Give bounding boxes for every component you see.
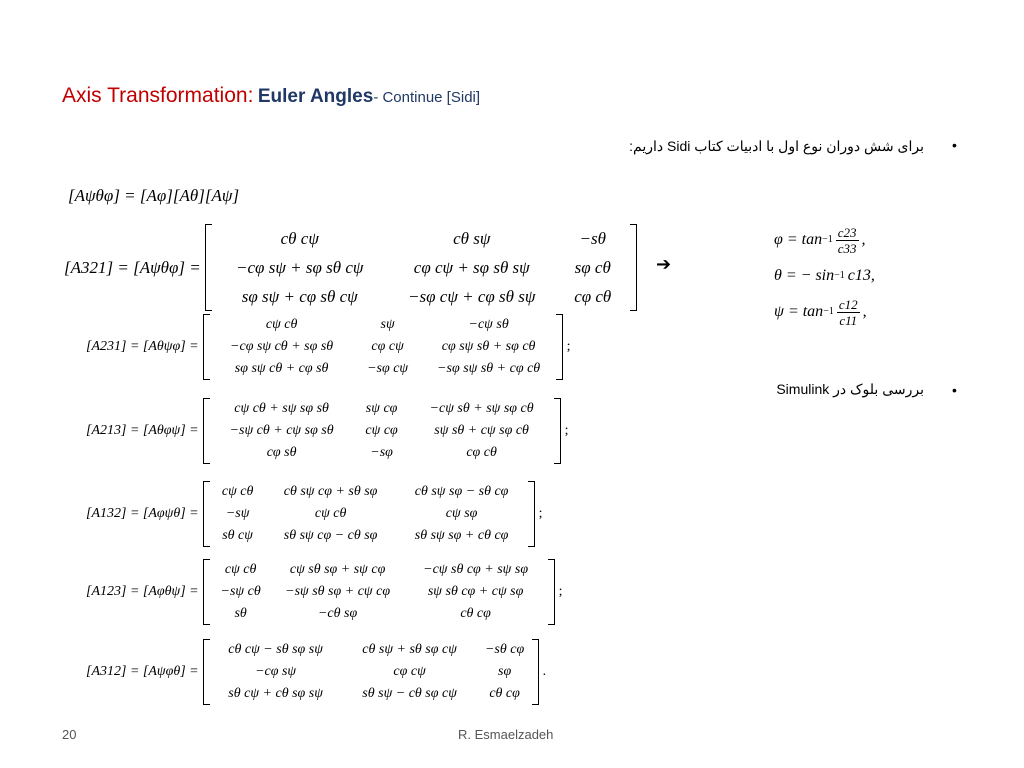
- matrix-cell: −sφ sψ sθ + cφ cθ: [437, 361, 541, 376]
- matrix-a123: [203, 559, 555, 625]
- matrix-cell: sθ cψ + cθ sφ sψ: [228, 686, 323, 701]
- matrix-cell: sψ: [380, 317, 395, 332]
- matrix-cell: cθ cψ: [280, 228, 319, 248]
- matrix-cell: −cφ sψ: [255, 664, 297, 679]
- matrix-cell: −sψ sθ sφ + cψ cφ: [285, 584, 391, 599]
- psi-tail: ,: [862, 303, 867, 320]
- bullet-dot-2: •: [952, 382, 957, 398]
- matrix-cell: cφ cψ: [393, 664, 426, 679]
- matrix-cell: −cφ sψ cθ + sφ sθ: [230, 339, 334, 354]
- matrix-cell: cψ cθ: [265, 317, 298, 332]
- matrix-cell: cφ cθ: [466, 445, 497, 460]
- matrix-cell: −sθ cφ: [484, 642, 525, 657]
- angle-formulas: [774, 222, 875, 330]
- matrix-a231: [203, 314, 563, 380]
- matrix-a213: [203, 398, 561, 464]
- equation-a123: [86, 559, 563, 625]
- matrix-cell: −sθ: [579, 228, 606, 248]
- equation-a213-lhs: [A213] = [Aθφψ] =: [86, 423, 199, 438]
- matrix-cell: cθ sψ + sθ sφ cψ: [362, 642, 457, 657]
- psi-numerator: c12: [838, 296, 858, 312]
- matrix-cell: cφ cθ: [574, 286, 612, 306]
- arrow-icon: ➔: [656, 254, 672, 275]
- matrix-a213-tail: ;: [564, 423, 569, 438]
- matrix-cell: −cψ sθ + sψ sφ cθ: [429, 401, 534, 416]
- matrix-cell: cψ sθ sφ + sψ cφ: [289, 562, 386, 577]
- psi-denominator: c11: [839, 312, 858, 328]
- matrix-cell: sφ cθ: [574, 257, 611, 277]
- equation-a231: [86, 314, 571, 380]
- matrix-cell: sφ: [498, 664, 512, 679]
- theta-formula: [774, 258, 875, 294]
- matrix-cell: sθ cψ: [222, 528, 253, 543]
- psi-inverse: −1: [823, 306, 834, 317]
- matrix-cell: sφ sψ + cφ sθ cψ: [241, 286, 358, 306]
- title-continue: - Continue [Sidi]: [373, 89, 481, 106]
- matrix-cell: cψ cθ: [314, 506, 347, 521]
- theta-tail: ,: [870, 267, 875, 284]
- matrix-cell: −cθ sφ: [317, 606, 358, 621]
- equation-a312-lhs: [A312] = [Aψφθ] =: [86, 664, 199, 679]
- phi-lhs: φ = tan: [774, 231, 823, 248]
- equation-a213: [86, 398, 569, 464]
- matrix-cell: sφ sψ cθ + cφ sθ: [234, 361, 329, 376]
- psi-formula: [774, 294, 875, 330]
- title-euler-angles: Euler Angles: [257, 86, 374, 107]
- psi-fraction: [837, 298, 860, 327]
- equation-a321: [64, 224, 641, 311]
- title-main: Axis Transformation:: [62, 84, 254, 107]
- equation-a321-lhs: [A321] = [Aψθφ] =: [64, 257, 201, 277]
- matrix-cell: −cφ sψ + sφ sθ cψ: [236, 257, 364, 277]
- matrix-cell: cφ cψ + sφ sθ sψ: [413, 257, 530, 277]
- psi-lhs: ψ = tan: [774, 303, 824, 320]
- bullet-text-2: بررسی بلوک در Simulink: [776, 381, 924, 397]
- equation-a123-lhs: [A123] = [Aφθψ] =: [86, 584, 199, 599]
- matrix-a312-tail: .: [542, 664, 547, 679]
- matrix-cell: cθ sψ: [453, 228, 491, 248]
- bullet-text-1: برای شش دوران نوع اول با ادبیات کتاب Sidi داریم:: [629, 138, 924, 154]
- matrix-cell: −sψ cθ: [220, 584, 261, 599]
- equation-a312: [86, 639, 546, 705]
- equation-a132-lhs: [A132] = [Aφψθ] =: [86, 506, 199, 521]
- phi-tail: ,: [861, 231, 866, 248]
- matrix-cell: sθ: [234, 606, 247, 621]
- theta-lhs: θ = − sin: [774, 267, 835, 284]
- matrix-cell: cψ cφ: [365, 423, 398, 438]
- matrix-cell: cφ cψ: [371, 339, 404, 354]
- page-number: 20: [62, 727, 77, 742]
- matrix-cell: −cψ sθ: [468, 317, 509, 332]
- matrix-cell: sθ sψ − cθ sφ cψ: [362, 686, 457, 701]
- matrix-cell: cφ sψ sθ + sφ cθ: [441, 339, 536, 354]
- theta-arg: c13: [847, 267, 871, 284]
- matrix-a132-tail: ;: [538, 506, 543, 521]
- bullet-dot-1: •: [952, 137, 957, 153]
- matrix-cell: cψ sφ: [445, 506, 478, 521]
- matrix-a231-tail: ;: [566, 339, 571, 354]
- phi-inverse: −1: [822, 234, 833, 245]
- matrix-cell: cθ sψ sφ − sθ cφ: [414, 484, 509, 499]
- matrix-a123-tail: ;: [558, 584, 563, 599]
- matrix-cell: cθ sψ cφ + sθ sφ: [283, 484, 378, 499]
- phi-denominator: c33: [837, 240, 857, 256]
- matrix-a132: [203, 481, 535, 547]
- matrix-cell: sθ sψ sφ + cθ cφ: [414, 528, 509, 543]
- matrix-cell: −sφ cψ: [367, 361, 409, 376]
- matrix-cell: cθ cφ: [489, 686, 520, 701]
- matrix-cell: cθ cφ: [460, 606, 491, 621]
- matrix-cell: −sψ cθ + cψ sφ sθ: [229, 423, 334, 438]
- matrix-cell: cφ sθ: [266, 445, 297, 460]
- matrix-cell: −sψ: [225, 506, 250, 521]
- matrix-cell: −cψ sθ cφ + sψ sφ: [423, 562, 529, 577]
- matrix-a321: [205, 224, 637, 311]
- slide-title: [62, 84, 480, 108]
- matrix-cell: cψ cθ: [221, 484, 254, 499]
- matrix-cell: cψ cθ + sψ sφ sθ: [234, 401, 329, 416]
- phi-fraction: [836, 226, 859, 255]
- theta-inverse: −1: [834, 270, 845, 281]
- footer-author: R. Esmaelzadeh: [458, 727, 554, 742]
- phi-formula: [774, 222, 875, 258]
- matrix-cell: sψ cφ: [365, 401, 398, 416]
- matrix-a312: [203, 639, 539, 705]
- matrix-cell: cψ cθ: [224, 562, 257, 577]
- phi-numerator: c23: [837, 224, 857, 240]
- equation-product: [68, 186, 239, 206]
- equation-a132: [86, 481, 543, 547]
- equation-product-text: [Aψθφ] = [Aφ][Aθ][Aψ]: [68, 186, 240, 205]
- matrix-cell: sψ sθ + cψ sφ cθ: [434, 423, 529, 438]
- matrix-cell: sθ sψ cφ − cθ sφ: [283, 528, 378, 543]
- matrix-cell: −sφ cψ + cφ sθ sψ: [408, 286, 536, 306]
- matrix-cell: −sφ: [370, 445, 393, 460]
- equation-a231-lhs: [A231] = [Aθψφ] =: [86, 339, 199, 354]
- matrix-cell: sψ sθ cφ + cψ sφ: [427, 584, 524, 599]
- matrix-cell: cθ cψ − sθ sφ sψ: [228, 642, 323, 657]
